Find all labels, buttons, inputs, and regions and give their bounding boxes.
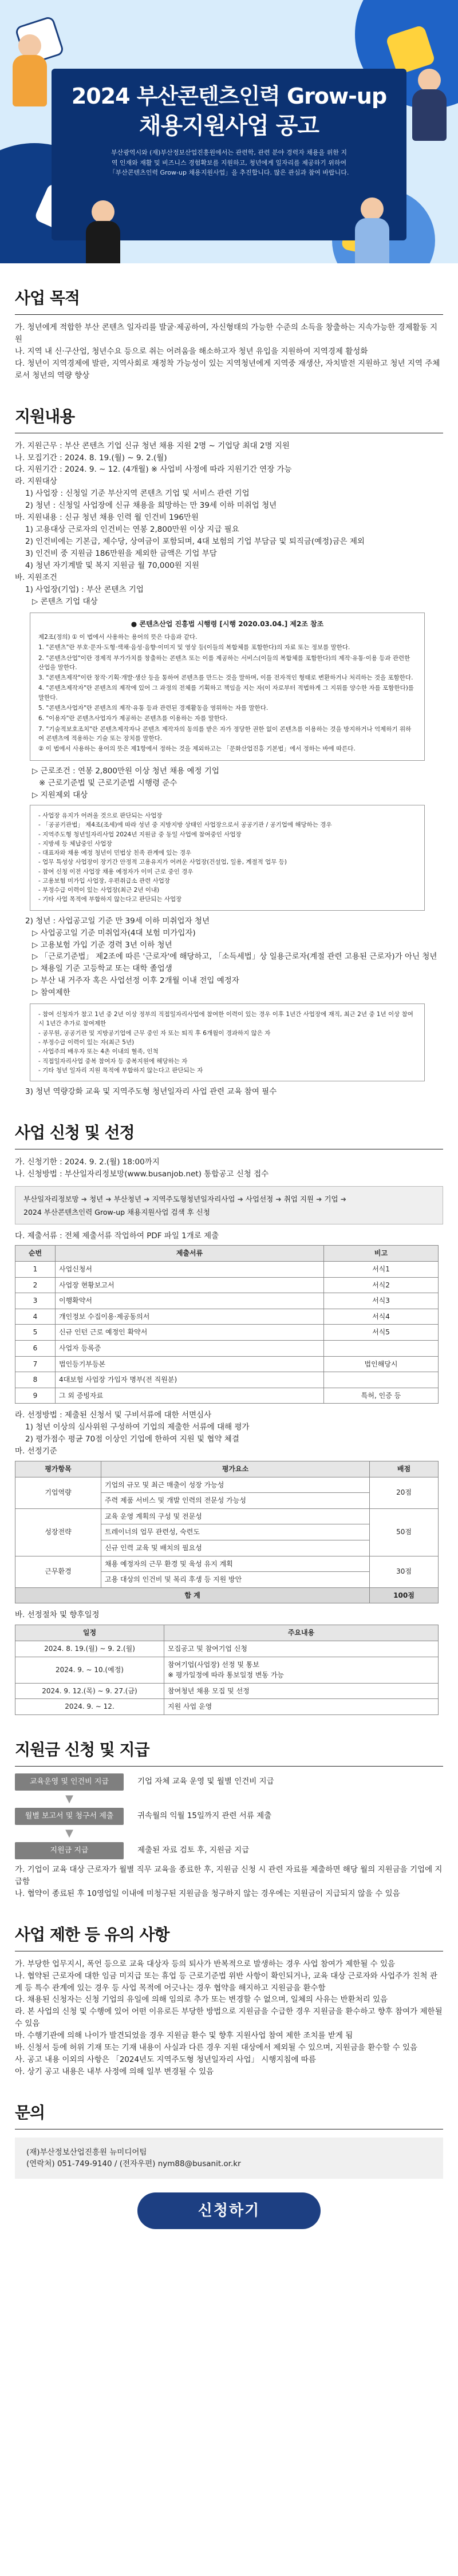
- exclusion-line: - 업무 특성상 사업장이 장기간 안정적 고용유지가 어려운 사업장(건설업, 일용, 계절적 업무 등): [38, 859, 287, 866]
- criteria-category: 근무환경: [15, 1556, 101, 1587]
- law-box-line: 1. "콘텐츠"란 부호·문자·도형·색채·음성·음향·이미지 및 영상 등(이들의 복합체를 포함한다)의 자료 또는 정보를 말한다.: [38, 644, 350, 651]
- schedule-table-body: [15, 1641, 439, 1714]
- criteria-item: 고용 대상의 인건비 및 복리 후생 등 지원 방안: [101, 1572, 370, 1588]
- application-line: 마. 선정기준: [15, 1447, 57, 1456]
- table-cell: 9: [15, 1388, 56, 1404]
- table-row: [15, 1341, 439, 1357]
- exclusion-line: - 지역주도형 청년일자리사업 2024년 지원금 중 동일 사업에 참여중인 사업장: [38, 831, 242, 838]
- criteria-item: 채용 예정자의 근무 환경 및 육성 유지 계획: [101, 1556, 370, 1572]
- overview-line: 2) 청년 : 사업공고일 기준 만 39세 이하 미취업자 청년: [25, 916, 210, 926]
- table-row: [15, 1356, 439, 1372]
- table-cell: 특허, 인증 등: [324, 1388, 439, 1404]
- purpose-line: 나. 지역 내 신·구산업, 청년수요 등으로 취는 어려움을 해소하고자 청년 유입을 지원하여 지역경제 활성화: [15, 346, 368, 356]
- overview-line: 3) 청년 역량강화 교육 및 지역주도형 청년일자리 사업 관련 교육 참여 필수: [25, 1087, 277, 1097]
- overview-line: ▷ 참여제한: [32, 988, 70, 998]
- page-title-line2: 채용지원사업 공고: [139, 113, 319, 139]
- table-cell: 6: [15, 1341, 56, 1357]
- table-row: [15, 1477, 439, 1493]
- table-cell: 서식1: [324, 1262, 439, 1278]
- contact-box: [15, 2138, 443, 2179]
- support-line: 가. 기업이 교육 대상 근로자가 월별 직무 교육을 종료한 후, 지원금 신청 시 관련 자료를 제출하면 해당 월의 지원금을 기업에 지급함: [15, 1864, 443, 1886]
- table-header: 일정: [15, 1625, 164, 1641]
- application-line: 나. 신청방법 : 부산일자리정보망(www.busanjob.net) 통합공고 신청 접수: [15, 1169, 269, 1179]
- table-cell: 서식3: [324, 1293, 439, 1309]
- table-row: [15, 1262, 439, 1278]
- table-row: [15, 1699, 439, 1715]
- arrow-down-icon: ▼: [65, 1792, 73, 1805]
- exclusion-line: - 사업장 유지가 어려울 것으로 판단되는 사업장: [38, 812, 163, 820]
- table-row: [15, 1277, 439, 1293]
- application-line: 1) 청년 이상의 심사위원 구성하여 기업의 제출한 서류에 대해 평가: [25, 1423, 250, 1432]
- exclusion-line: - 지방세 등 체납중인 사업장: [38, 840, 112, 847]
- footer-spacer: [15, 2229, 443, 2252]
- stage-desc: 제출된 자료 검토 후, 지원금 지급: [137, 1846, 250, 1855]
- table-cell: [324, 1372, 439, 1388]
- overview-line: ▷ 콘텐츠 기업 대상: [32, 596, 98, 606]
- table-cell: 4: [15, 1309, 56, 1325]
- table-cell: 2024. 9. 12.(목) ∼ 9. 27.(금): [15, 1683, 164, 1699]
- law-reference-box: [30, 613, 425, 761]
- exclusion-line: - 부정수급 이력이 있는 사업장(최근 2년 이내): [38, 887, 160, 894]
- table-header: 평가항목: [15, 1461, 101, 1477]
- section-title-contact: 문의: [15, 2101, 443, 2128]
- document-table-body: [15, 1262, 439, 1404]
- total-score: 100점: [370, 1587, 439, 1603]
- restriction-line: 라. 본 사업의 신청 및 수행에 있어 어떤 이유로든 부당한 방법으로 지원금을 수급한 경우 지원금을 환수하고 향후 참여가 제한될 수 있음: [15, 2007, 443, 2029]
- table-header: 제출서류: [56, 1246, 324, 1262]
- note-line: - 기타 청년 일자리 지원 목적에 부합하지 않는다고 판단되는 자: [38, 1066, 203, 1074]
- table-cell: 7: [15, 1356, 56, 1372]
- arrow-down-icon: ▼: [65, 1827, 73, 1839]
- table-row: [15, 1657, 439, 1683]
- table-row: [15, 1641, 439, 1657]
- law-box-title: ● 콘텐츠산업 진흥법 시행령 [시행 2020.03.04.] 제2조 참조: [131, 619, 324, 628]
- support-stage: [15, 1808, 443, 1825]
- stage-tag: 지원금 지급: [15, 1842, 124, 1859]
- purpose-body: [15, 322, 443, 382]
- criteria-table-body: [15, 1477, 439, 1603]
- table-row: [15, 1309, 439, 1325]
- overview-line: 1) 사업장 : 신청일 기준 부산지역 콘텐츠 기업 및 서비스 관련 기업: [25, 489, 250, 499]
- table-cell: 개인정보 수집이용·제공동의서: [56, 1309, 324, 1325]
- overview-line: 가. 지원근무 : 부산 콘텐츠 기업 신규 청년 채용 지원 2명 ∼ 기업당 최대 2명 지원: [15, 441, 290, 451]
- table-cell: 사업자 등록증: [56, 1341, 324, 1357]
- law-box-line: 6. "이용자"란 콘텐츠사업자가 제공하는 콘텐츠를 이용하는 자를 말한다.: [38, 715, 228, 722]
- overview-line: ▷ 고용보험 가입 기준 경력 3년 이하 청년: [32, 940, 172, 950]
- flow-label: 부산일자리정보망: [23, 1194, 79, 1203]
- criteria-score: 20점: [370, 1477, 439, 1508]
- table-row: [15, 1508, 439, 1524]
- criteria-item: 교육 운영 계획의 구성 및 전문성: [101, 1508, 370, 1524]
- note-line: - 사업주의 배우자 또는 4촌 이내의 혈족, 인척: [38, 1048, 159, 1056]
- total-label: 합 계: [15, 1587, 370, 1603]
- table-cell: 2: [15, 1277, 56, 1293]
- flow-step: 청년: [89, 1194, 104, 1203]
- overview-line: 1) 고용대상 근로자의 인건비는 연봉 2,800만원 이상 지급 필요: [25, 525, 239, 535]
- restrictions-body: [15, 1958, 443, 2078]
- exclusion-line: - 참여 신청 이전 사업장 채용 예정자가 이미 근로 중인 경우: [38, 868, 194, 875]
- overview-line: 2) 인건비에는 기본급, 제수당, 상여금이 포함되며, 4대 보험의 기업 부담금 및 퇴직금(예정)금은 제외: [25, 536, 365, 546]
- overview-line: 나. 모집기간 : 2024. 8. 19.(월) ∼ 9. 2.(월): [15, 453, 167, 463]
- exclusion-line: - 기타 사업 목적에 부합하지 않는다고 판단되는 사업장: [38, 896, 182, 903]
- criteria-item: 신규 인력 교육 및 배치의 필요성: [101, 1540, 370, 1556]
- exclusion-line: - 고용보험 미가입 사업장, 우편취급소 관련 사업장: [38, 877, 171, 884]
- overview-line: ▷ 채용일 기준 고등학교 또는 대학 졸업생: [32, 964, 172, 974]
- application-line: 2) 평가점수 평균 70점 이상인 기업에 한하여 지원 및 협약 체결: [25, 1435, 239, 1444]
- note-line: - 부정수급 이력이 있는 자(최근 5년): [38, 1038, 135, 1046]
- page-title-line1: 2024 부산콘텐츠인력 Grow-up: [71, 84, 387, 109]
- table-cell: 이행확약서: [56, 1293, 324, 1309]
- stage-desc: 기업 자체 교육 운영 및 월별 인건비 지급: [137, 1777, 274, 1787]
- table-header: 배점: [370, 1461, 439, 1477]
- exclusion-line: - 대표자와 채용 예정 청년이 민법상 친족 관계에 있는 경우: [38, 850, 192, 857]
- table-cell: 지원 사업 운영: [164, 1699, 439, 1715]
- application-flow: [23, 1194, 435, 1218]
- stage-desc: 귀속월의 익월 15일까지 관련 서류 제출: [137, 1811, 272, 1821]
- contact-details[interactable]: (연락처) 051-749-9140 / (전자우편) nym88@busanit.or.kr: [26, 2159, 241, 2169]
- arrow-right-icon: ➜: [316, 1194, 322, 1203]
- overview-line: ▷ 사업공고일 기준 미취업자(4대 보험 미가입자): [32, 928, 196, 938]
- arrow-right-icon: ➜: [105, 1194, 112, 1203]
- stage-tag: 교육운영 및 인건비 지급: [15, 1773, 124, 1791]
- table-header: 순번: [15, 1246, 56, 1262]
- overview-line: ▷ 「근로기준법」 제2조에 따른 '근로자'에 해당하고, 「소득세법」상 일용근로자(계절 관련 고용된 근로자)가 아닌 청년: [32, 952, 437, 962]
- table-cell: 법인해당시: [324, 1356, 439, 1372]
- overview-line: 다. 지원기간 : 2024. 9. ∼ 12. (4개월) ※ 사업비 사정에 따라 지원기간 연장 가능: [15, 465, 292, 475]
- restriction-line: 나. 협약된 근로자에 대한 임금 미지급 또는 휴업 등 근로기준법 위반 사항이 확인되거나, 교육 대상 근로자와 사업주가 친척 관계 등 특수 관계에 있는 경우 등 사업 목적에 어긋나는 경우 협약을 해지하고 지원금을 환수함: [15, 1971, 437, 1993]
- flow-step: 사업선정: [245, 1194, 274, 1203]
- law-box-line: 5. "콘텐츠사업자"란 콘텐츠의 제작·유통 등과 관련된 경제활동을 영위하는 자를 말한다.: [38, 704, 269, 712]
- table-cell: [324, 1341, 439, 1357]
- flow-step: 2024 부산콘텐츠인력 Grow-up 채용지원사업: [23, 1208, 169, 1217]
- banner-subtitle: 부산광역시와 (재)부산정보산업진흥원에서는 관련학, 관련 분야 경력자 채용을 위한 지역 인재와 재활 및 비즈니스 경험확보를 지원하고, 청년에게 일자리를 제공하기 위하여 「부산콘텐츠인력 Grow-up 채용지원사업」을 추진합니다. 많은 관심과 참여 바랍니다.: [109, 149, 349, 177]
- overview-line: 3) 인건비 중 지원금 186만원을 제외한 금액은 기업 부담: [25, 548, 217, 558]
- table-header: 주요내용: [164, 1625, 439, 1641]
- section-title-application: 사업 신청 및 선정: [15, 1121, 443, 1148]
- section-title-overview: 지원내용: [15, 405, 443, 432]
- law-box-line: 3. "콘텐츠제작"이란 창작·기획·개발·생산 등을 통하여 콘텐츠를 만드는 것을 말하며, 이를 전자적인 형태로 변환하거나 처리하는 것을 포함한다.: [38, 674, 413, 682]
- criteria-item: 트레이너의 업무 관련성, 숙련도: [101, 1524, 370, 1540]
- purpose-line: 다. 청년이 지역경제에 발판, 지역사회로 재정착 가능성이 있는 지역청년에게 지역중 재생산, 자치발전 지원하고 청년 지역 주체로서 청년의 역량 향상: [15, 358, 440, 380]
- criteria-category: 기업역량: [15, 1477, 101, 1508]
- table-cell: 서식5: [324, 1325, 439, 1341]
- arrow-right-icon: ➜: [81, 1194, 88, 1203]
- person-illustration: [86, 200, 120, 263]
- table-row: [15, 1388, 439, 1404]
- application-line: 다. 제출서류 : 전체 제출서류 작업하여 PDF 파일 1개로 제출: [15, 1231, 219, 1240]
- table-cell: 참여청년 채용 모집 및 선정: [164, 1683, 439, 1699]
- table-cell: 사업신청서: [56, 1262, 324, 1278]
- section-title-purpose: 사업 목적: [15, 286, 443, 314]
- support-line: 나. 협약이 종료된 후 10영업일 이내에 미청구된 지원금을 청구하지 않는 경우에는 지원금이 지급되지 않을 수 있음: [15, 1888, 400, 1898]
- restriction-line: 다. 채용된 신청자는 신청 기업의 유일에 의해 임의로 추가 또는 변경할 수 없으며, 일체의 사유는 반환처리 있음: [15, 1995, 388, 2005]
- exclusion-line: - 「공공기관법」 제4조(조세)에 따라 성년 중 지방지방 상태인 사업장으로서 공공기관 / 공기업에 해당하는 경우: [38, 821, 332, 829]
- restriction-line: 마. 수행기관에 의해 나이가 발견되었을 경우 지원금 환수 및 향후 지원사업 참여 제한 조치를 받게 됨: [15, 2031, 353, 2041]
- restriction-line: 가. 부당한 업무지시, 폭언 등으로 교육 대상자 등의 퇴사가 반복적으로 발생하는 경우 사업 참여가 제한될 수 있음: [15, 1959, 396, 1969]
- arrow-right-icon: ➜: [237, 1194, 243, 1203]
- overview-line: ▷ 근로조건 : 연봉 2,800만원 이상 청년 채용 예정 기업: [32, 767, 219, 776]
- table-cell: 신규 인턴 근로 예정인 확약서: [56, 1325, 324, 1341]
- table-cell: 1: [15, 1262, 56, 1278]
- flow-step: 검색 후 신청: [171, 1208, 210, 1217]
- restriction-line: 아. 상기 공고 내용은 내부 사정에 의해 일부 변경될 수 있음: [15, 2067, 214, 2076]
- overview-line: 마. 지원내용 : 신규 청년 채용 인력 월 인건비 196만원: [15, 513, 199, 523]
- flow-step: 지역주도형청년일자리사업: [152, 1194, 235, 1203]
- criteria-table: [15, 1461, 439, 1603]
- table-cell: 3: [15, 1293, 56, 1309]
- overview-line: ※ 근로기준법 및 근로기준법 시행령 준수: [39, 779, 177, 788]
- overview-line: 1) 사업장(기업) : 부산 콘텐츠 기업: [25, 584, 144, 594]
- arrow-right-icon: ➜: [275, 1194, 282, 1203]
- table-row: [15, 1372, 439, 1388]
- table-cell: 2024. 8. 19.(월) ∼ 9. 2.(월): [15, 1641, 164, 1657]
- law-box-line: ② 이 법에서 사용하는 용어의 뜻은 제1항에서 정하는 것을 제외하고는 「문화산업진흥 기본법」에서 정하는 바에 따른다.: [38, 745, 356, 753]
- apply-button[interactable]: 신청하기: [137, 2192, 321, 2229]
- application-line: 라. 선정방법 : 제출된 신청서 및 구비서류에 대한 서면심사: [15, 1411, 212, 1420]
- exclusion-box: [30, 805, 425, 911]
- table-cell: 서식4: [324, 1309, 439, 1325]
- flow-step: 기업: [324, 1194, 338, 1203]
- overview-line: 4) 청년 자기계발 및 복지 지원금 월 70,000원 지원: [25, 560, 200, 570]
- table-cell: 사업장 현황보고서: [56, 1277, 324, 1293]
- support-stage: [15, 1773, 443, 1791]
- table-cell: 2024. 9. ∼ 12.: [15, 1699, 164, 1715]
- application-flow-box: [15, 1186, 443, 1224]
- flow-step: 취업 지원: [283, 1194, 314, 1203]
- overview-line: ▷ 지원제외 대상: [32, 791, 88, 800]
- schedule-table: [15, 1625, 439, 1715]
- application-line: 가. 신청기한 : 2024. 9. 2.(월) 18:00까지: [15, 1157, 160, 1167]
- law-box-line: 제2조(정의) ① 이 법에서 사용하는 용어의 뜻은 다음과 같다.: [38, 634, 198, 641]
- table-row: [15, 1325, 439, 1341]
- table-row: [15, 1556, 439, 1572]
- restriction-note-box: [30, 1003, 425, 1081]
- table-row: [15, 1683, 439, 1699]
- section-title-restrictions: 사업 제한 등 유의 사항: [15, 1923, 443, 1950]
- overview-line: ▷ 부산 내 거주자 혹은 사업선정 이후 2개월 이내 전입 예정자: [32, 976, 239, 986]
- table-cell: 4대보험 사업장 가입자 명부(전 직원분): [56, 1372, 324, 1388]
- law-box-line: 4. "콘텐츠제작자"란 콘텐츠의 제작에 있어 그 과정의 전체를 기획하고 책임을 지는 자(이 자로부터 적법하게 그 지위를 양수한 자를 포함한다)를 말한다.: [38, 685, 414, 701]
- table-total-row: [15, 1587, 439, 1603]
- table-cell: 참여기업(사업장) 선정 및 통보 ※ 평가일정에 따라 통보일정 변동 가능: [164, 1657, 439, 1683]
- note-line: - 공무원, 공공기관 및 지방공기업에 근무 중인 자 또는 퇴직 후 6개월이 경과하지 않은 자: [38, 1029, 271, 1037]
- table-header: 평가요소: [101, 1461, 370, 1477]
- support-stage: [15, 1842, 443, 1859]
- document-table: [15, 1245, 439, 1404]
- overview-line: 2) 청년 : 신청일 사업장에 신규 채용을 희망하는 만 39세 이하 미취업 청년: [25, 501, 277, 511]
- table-cell: 그 외 증빙자료: [56, 1388, 324, 1404]
- overview-line: 라. 지원대상: [15, 477, 57, 487]
- restriction-line: 사. 공고 내용 이외의 사항은 「2024년도 지역주도형 청년일자리 사업」 시행지침에 따름: [15, 2055, 316, 2065]
- table-cell: 법인등기부등본: [56, 1356, 324, 1372]
- criteria-score: 30점: [370, 1556, 439, 1587]
- purpose-line: 가. 청년에게 적합한 부산 콘텐츠 일자리를 발굴·제공하여, 자신형태의 가능한 수준의 소득을 창출하는 지속가능한 경제활동 지원: [15, 323, 438, 344]
- table-cell: 서식2: [324, 1277, 439, 1293]
- arrow-right-icon: ➜: [340, 1194, 347, 1203]
- table-cell: 2024. 9. ∼ 10.(예정): [15, 1657, 164, 1683]
- table-cell: 모집공고 및 참여기업 신청: [164, 1641, 439, 1657]
- stage-tag: 월별 보고서 및 청구서 제출: [15, 1808, 124, 1825]
- law-box-line: 7. "기술적보호조치"란 콘텐츠제작자나 콘텐츠 제작자의 동의를 받은 자가 정당한 권한 없이 콘텐츠를 이용하는 것을 방지하거나 억제하기 위하여 콘텐츠에 적용하는 기술 또는 장치를 말한다.: [38, 725, 412, 742]
- overview-line: 바. 지원조건: [15, 572, 57, 582]
- table-header: 비고: [324, 1246, 439, 1262]
- table-row: [15, 1293, 439, 1309]
- overview-body: [15, 440, 443, 1098]
- hero-banner: [0, 0, 458, 263]
- arrow-right-icon: ➜: [144, 1194, 150, 1203]
- section-title-support: 지원금 신청 및 지급: [15, 1738, 443, 1765]
- criteria-item: 주력 제품 서비스 및 개발 인력의 전문성 가능성: [101, 1493, 370, 1509]
- note-line: - 참여 신청자가 참고 1년 중 2년 이상 정부의 직접일자리사업에 참여한 이력이 있는 경우 이후 1년간 사업장에 재직, 최근 2년 중 1년 이상 참여 시 1년간 추가로 참여제한: [38, 1011, 413, 1028]
- law-box-line: 2. "콘텐츠산업"이란 경제적 부가가치를 창출하는 콘텐츠 또는 이를 제공하는 서비스(이들의 복합체를 포함한다)의 제작·유통·이용 등과 관련한 산업을 말한다.: [38, 654, 410, 671]
- application-line: 바. 선정절차 및 향후일정: [15, 1610, 100, 1620]
- application-body: [15, 1156, 443, 1715]
- table-cell: 8: [15, 1372, 56, 1388]
- restriction-line: 바. 신청서 등에 허위 기재 또는 기재 내용이 사실과 다른 경우 지원 대상에서 제외될 수 있으며, 지원금을 환수할 수 있음: [15, 2043, 418, 2053]
- flow-step: 부산청년: [113, 1194, 142, 1203]
- criteria-category: 성장전략: [15, 1508, 101, 1556]
- note-line: - 직접일자리사업 중복 참여자 등 중복지원에 해당하는 자: [38, 1057, 188, 1065]
- criteria-score: 50점: [370, 1508, 439, 1556]
- table-cell: 5: [15, 1325, 56, 1341]
- criteria-item: 기업의 규모 및 최근 매출이 성장 가능성: [101, 1477, 370, 1493]
- person-illustration: [355, 197, 389, 263]
- support-body: [15, 1773, 443, 1900]
- contact-org: (재)부산정보산업진흥원 뉴미디어팀: [26, 2147, 147, 2157]
